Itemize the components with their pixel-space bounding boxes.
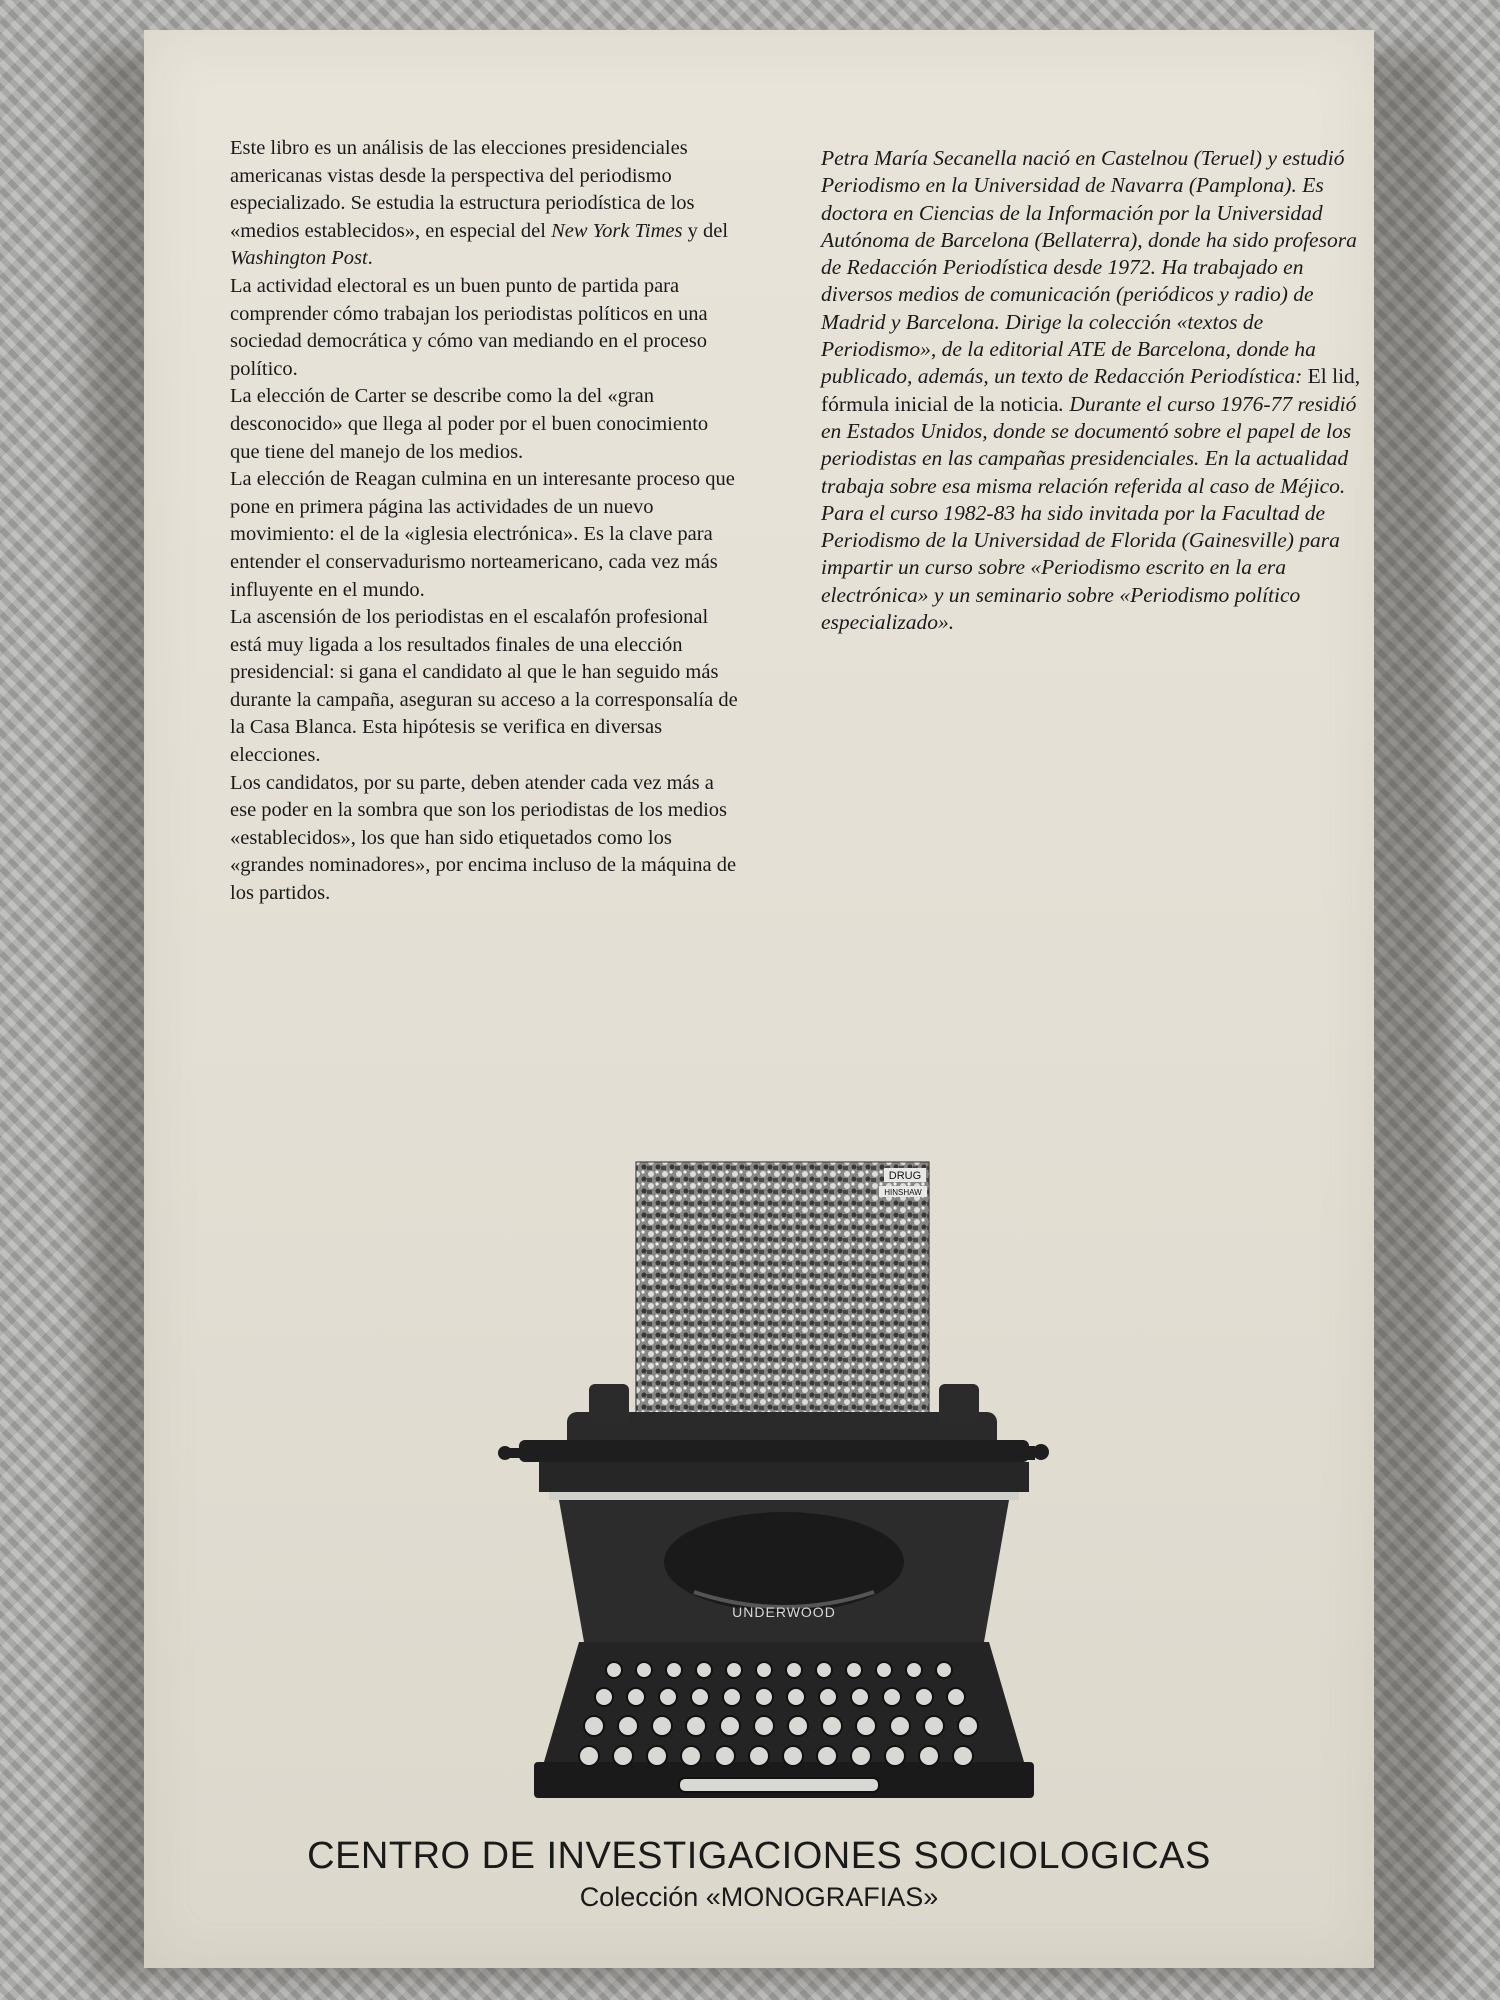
synopsis-paragraph-1: [230, 135, 740, 273]
sign-hinshaw: HINSHAW: [884, 1188, 922, 1197]
publisher-name: CENTRO DE INVESTIGACIONES SOCIOLOGICAS: [307, 1835, 1211, 1877]
bio-text: . Durante el curso 1976-77 residió en Estados Unidos, donde se documentó sobre el papel de los periodistas en las campañas presidenciales. En la actualidad trabaja sobre esa misma relación referida al caso de Méjico. Para el curso 1982-83 ha sido invitada por la Facultad de Periodismo de la Universidad de Florida (Gainesville) para impartir un curso sobre «Periodismo escrito en la era electrónica» y un seminario sobre «Periodismo político especializado».: [821, 391, 1357, 635]
synopsis-paragraph-5: La ascensión de los periodistas en el escalafón profesional está muy ligada a los resultados finales de una elección presidencial: si gana el candidato al que le han seguido más durante la campaña, aseguran su acceso a la corresponsalía de la Casa Blanca. Esta hipótesis se verifica en diversas elecciones.: [230, 606, 738, 767]
synopsis-paragraph-3: La elección de Carter se describe como la del «gran desconocido» que llega al poder por el buen conocimiento que tiene del manejo de los medios.: [230, 385, 709, 463]
sign-drug: DRUG: [888, 1170, 922, 1182]
bio-text: Petra María Secanella nació en Castelnou (Teruel) y estudió Periodismo en la Universidad de Navarra (Pamplona). Es doctora en Ciencias de la Información por la Universidad Autónoma de Barcelona (Bellaterra), donde ha sido profesora de Redacción Periodística desde 1972. Ha trabajado en diversos medios de comunicación (periódicos y radio) de Madrid y Barcelona. Dirige la colección «textos de Periodismo», de la editorial ATE de Barcelona, donde ha publicado, además, un texto de Redacción Periodística:: [821, 146, 1357, 389]
brand-label: UNDERWOOD: [732, 1604, 836, 1620]
newspaper-title-wp: Washington Post: [230, 247, 368, 270]
bio-book-title: El lid, fórmula inicial de la noticia: [821, 364, 1361, 416]
synopsis-paragraph-6: Los candidatos, por su parte, deben atender cada vez más a ese poder en la sombra que son los periodistas de los medios «establecidos», los que han sido etiquetados como los «grandes nominadores», por encima incluso de la máquina de los partidos.: [230, 771, 737, 905]
newspaper-title-nyt: New York Times: [551, 219, 683, 242]
synopsis-paragraph-2: La actividad electoral es un buen punto de partida para comprender cómo trabajan los periodistas políticos en una sociedad democrática y cómo van mediando en el proceso político.: [230, 274, 708, 380]
synopsis-text: y del: [682, 219, 729, 242]
synopsis-text: Este libro es un análisis de las elecciones presidenciales americanas vistas desde la perspectiva del periodismo especializado. Se estudia la estructura periodística de los «medios establecidos», en especial del: [230, 137, 695, 242]
synopsis-paragraph-4: La elección de Reagan culmina en un interesante proceso que pone en primera página las actividades de un nuevo movimiento: el de la «iglesia electrónica». Es la clave para entender el conservadurismo norteamericano, cada vez más influyente en el mundo.: [230, 468, 735, 601]
book-back-cover: [144, 30, 1374, 1968]
synopsis-text: .: [367, 247, 373, 270]
synopsis-column: [230, 135, 740, 908]
collection-name: Colección «MONOGRAFIAS»: [579, 1882, 939, 1912]
publisher-footer: [144, 1832, 1374, 1914]
author-bio-column: [821, 145, 1366, 636]
typewriter-illustration: [479, 1122, 1069, 1812]
author-bio: [821, 145, 1366, 636]
typewriter-icon: [479, 1122, 1069, 1812]
